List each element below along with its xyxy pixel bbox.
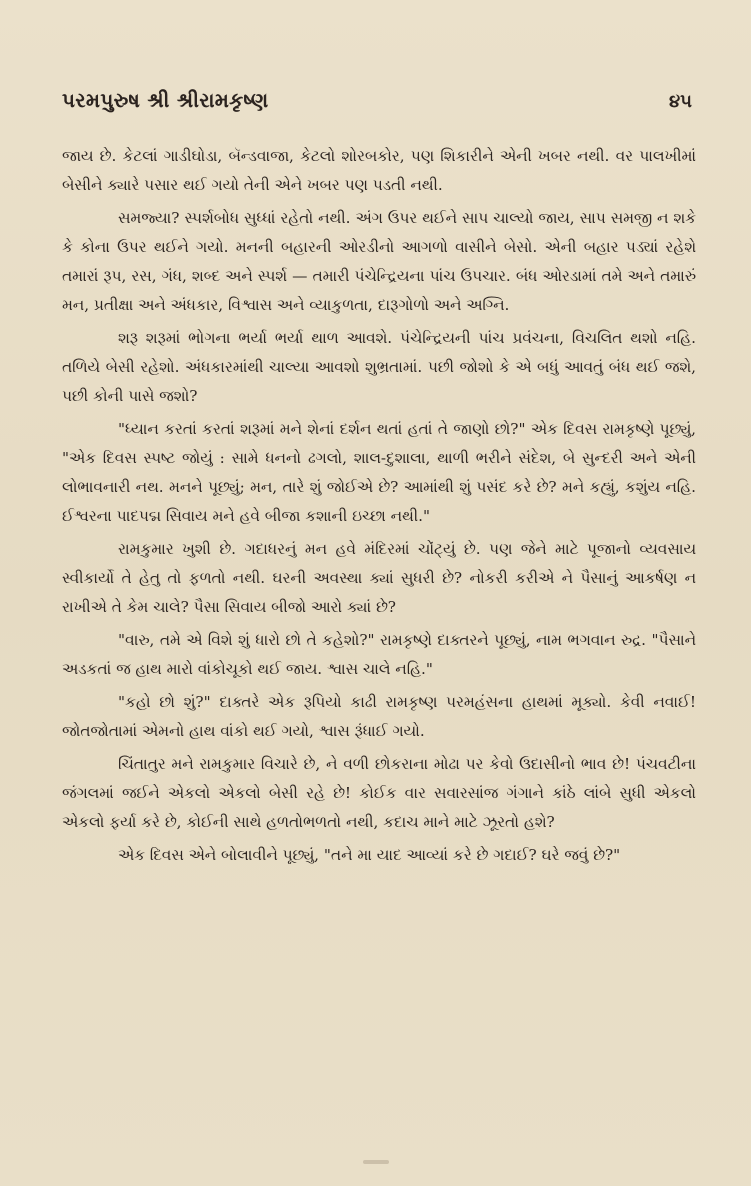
paragraph: ચિંતાતુર મને રામકુમાર વિચારે છે, ને વળી છોકરાના મોઢા પર કેવો ઉદાસીનો ભાવ છે! પંચવટીના જંગલમાં જઈને એકલો એકલો બેસી રહે છે! કોઈક વાર સવારસાંજ ગંગાને કાંઠે લાંબે સુધી એકલો એકલો ફર્યા કરે છે, કોઈની સાથે હળતોભળતો નથી, કદાચ માને માટે ઝૂરતો હશે?: [62, 755, 696, 831]
paragraph: "ધ્યાન કરતાં કરતાં શરૂમાં મને શેનાં દર્શન થતાં હતાં તે જાણો છો?" એક દિવસ રામકૃષ્ણે પૂછ્યું, "એક દિવસ સ્પષ્ટ જોયું : સામે ધનનો ઢગલો, શાલ-દુશાલા, થાળી ભરીને સંદેશ, બે સુન્દરી અને એની લોભાવનારી નથ. મનને પૂછ્યું; મન, તારે શું જોઈએ છે? આમાંથી શું પસંદ કરે છે? મને કહ્યું, કશુંય નહિ. ઈશ્વરના પાદપદ્મ સિવાય મને હવે બીજા કશાની ઇચ્છા નથી.": [62, 420, 696, 525]
paragraph: સમજ્યા? સ્પર્શબોધ સુધ્ધાં રહેતો નથી. અંગ ઉપર થઈને સાપ ચાલ્યો જાય, સાપ સમજી ન શકે કે કોના ઉપર થઈને ગયો. મનની બહારની ઓરડીનો આગળો વાસીને બેસો. એની બહાર પડ્યાં રહેશે તમારાં રૂપ, રસ, ગંધ, શબ્દ અને સ્પર્શ — તમારી પંચેન્દ્રિયના પાંચ ઉપચાર. બંધ ઓરડામાં તમે અને તમારું મન, પ્રતીક્ષા અને અંધકાર, વિશ્વાસ અને વ્યાકુળતા, દારૂગોળો અને અગ્નિ.: [62, 209, 696, 314]
paragraph: એક દિવસ એને બોલાવીને પૂછ્યું, "તને મા યાદ આવ્યાં કરે છે ગદાઈ? ઘરે જવું છે?": [118, 846, 621, 864]
paragraph: "વારુ, તમે એ વિશે શું ધારો છો તે કહેશો?" રામકૃષ્ણે દાક્તરને પૂછ્યું, નામ ભગવાન રુદ્ર. "પૈસાને અડકતાં જ હાથ મારો વાંકોચૂકો થઈ જાય. શ્વાસ ચાલે નહિ.": [62, 631, 696, 678]
page-number: ૪૫: [669, 91, 692, 112]
paragraph: શરૂ શરૂમાં ભોગના ભર્યા ભર્યા થાળ આવશે. પંચેન્દ્રિયની પાંચ પ્રવંચના, વિચલિત થશો નહિ. તળિયે બેસી રહેશો. અંધકારમાંથી ચાલ્યા આવશો શુભ્રતામાં. પછી જોશો કે એ બધું આવતું બંધ થઈ જશે, પછી કોની પાસે જશો?: [62, 329, 696, 405]
print-smudge: [363, 1160, 389, 1164]
book-page: [62, 88, 696, 1168]
paragraph: "કહો છો શું?" દાક્તરે એક રૂપિયો કાઢી રામકૃષ્ણ પરમહંસના હાથમાં મૂક્યો. કેવી નવાઈ! જોતજોતામાં એમનો હાથ વાંકો થઈ ગયો, શ્વાસ રૂંધાઈ ગયો.: [62, 693, 696, 740]
body-text: [62, 142, 696, 870]
running-title: પરમપુરુષ શ્રી શ્રીરામકૃષ્ણ: [62, 88, 269, 112]
paragraph: જાય છે. કેટલાં ગાડીઘોડા, બૅન્ડવાજા, કેટલો શોરબકોર, પણ શિકારીને એની ખબર નથી. વર પાલખીમાં બેસીને ક્યારે પસાર થઈ ગયો તેની એને ખબર પણ પડતી નથી.: [62, 147, 696, 194]
paragraph: રામકુમાર ખુશી છે. ગદાધરનું મન હવે મંદિરમાં ચોંટ્યું છે. પણ જેને માટે પૂજાનો વ્યવસાય સ્વીકાર્યો તે હેતુ તો ફળતો નથી. ઘરની અવસ્થા ક્યાં સુધરી છે? નોકરી કરીએ ને પૈસાનું આકર્ષણ ન રાખીએ તે કેમ ચાલે? પૈસા સિવાય બીજો આરો ક્યાં છે?: [62, 540, 696, 616]
running-header: [62, 88, 696, 128]
